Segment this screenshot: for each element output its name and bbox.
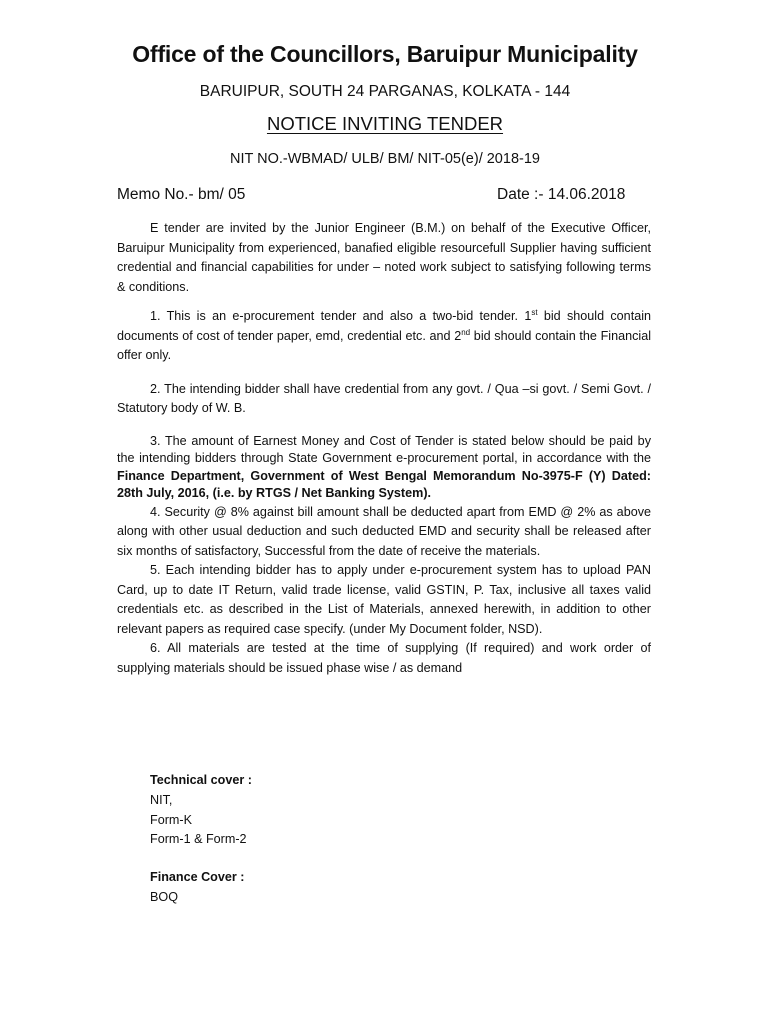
clause-3-text: 3. The amount of Earnest Money and Cost of Tender is stated below should be paid by the intending bidders through State Government e-procurement portal, in accordance with the	[117, 433, 651, 465]
finance-cover-block	[150, 868, 252, 908]
clause-1-sup-1: st	[531, 308, 538, 317]
finance-cover-heading: Finance Cover :	[150, 870, 245, 885]
clause-1-text-c: bid should contain the Financial offer only.	[117, 328, 651, 362]
memo-number: Memo No.- bm/ 05	[117, 186, 246, 203]
clause-4: 4. Security @ 8% against bill amount shall be deducted apart from EMD @ 2% as above along with other usual deduction and such deducted EMD and security shall be released after six months of satisfactory, Successful from the date of receive the materials.	[117, 504, 651, 558]
technical-cover-heading: Technical cover :	[150, 773, 252, 787]
clause-1-sup-2: nd	[461, 327, 471, 337]
memo-date: Date :- 14.06.2018	[497, 186, 626, 203]
clause-2: 2. The intending bidder shall have credential from any govt. / Qua –si govt. / Semi Govt. / Statutory body of W. B.	[117, 381, 651, 415]
technical-cover-item: Form-1 & Form-2	[150, 832, 247, 847]
clause-1	[117, 307, 651, 366]
clause-1-text-b: bid should contain documents of cost of tender paper, emd, credential etc. and 2	[117, 309, 651, 343]
finance-cover-item: BOQ	[150, 889, 178, 904]
technical-cover-item: NIT,	[150, 792, 173, 807]
clause-5: 5. Each intending bidder has to apply under e-procurement system has to upload PAN Card, up to date IT Return, valid trade license, valid GSTIN, P. Tax, inclusive all taxes valid credentials etc. as described in the List of Materials, annexed herewith, in addition to other relevant papers as required case specify. (under My Document folder, NSD).	[117, 563, 651, 636]
nit-number: NIT NO.-WBMAD/ ULB/ BM/ NIT-05(e)/ 2018-19	[230, 151, 540, 167]
clause-3-bold-text: Finance Department, Government of West Bengal Memorandum No-3975-F (Y) Dated: 28th July, 2016, (i.e. by RTGS / Net Banking System).	[117, 468, 651, 500]
notice-body	[117, 219, 651, 678]
clause-1-text-a: 1. This is an e-procurement tender and also a two-bid tender. 1	[150, 309, 532, 323]
technical-cover-item: Form-K	[150, 812, 192, 827]
clause-6: 6. All materials are tested at the time of supplying (If required) and work order of supplying materials should be issued phase wise / as demand	[117, 641, 651, 675]
office-address: BARUIPUR, SOUTH 24 PARGANAS, KOLKATA - 144	[199, 83, 571, 100]
clause-3	[117, 433, 651, 503]
office-title: Office of the Councillors, Baruipur Municipality	[132, 41, 638, 67]
intro-paragraph: E tender are invited by the Junior Engineer (B.M.) on behalf of the Executive Officer, Baruipur Municipality from experienced, banafied eligible resourcefull Supplier having sufficient credential and financial capabilities for under – noted work subject to satisfying following terms & conditions.	[117, 221, 651, 294]
notice-title: NOTICE INVITING TENDER	[266, 113, 504, 134]
technical-cover-block	[150, 771, 252, 850]
covers-section	[150, 771, 252, 908]
